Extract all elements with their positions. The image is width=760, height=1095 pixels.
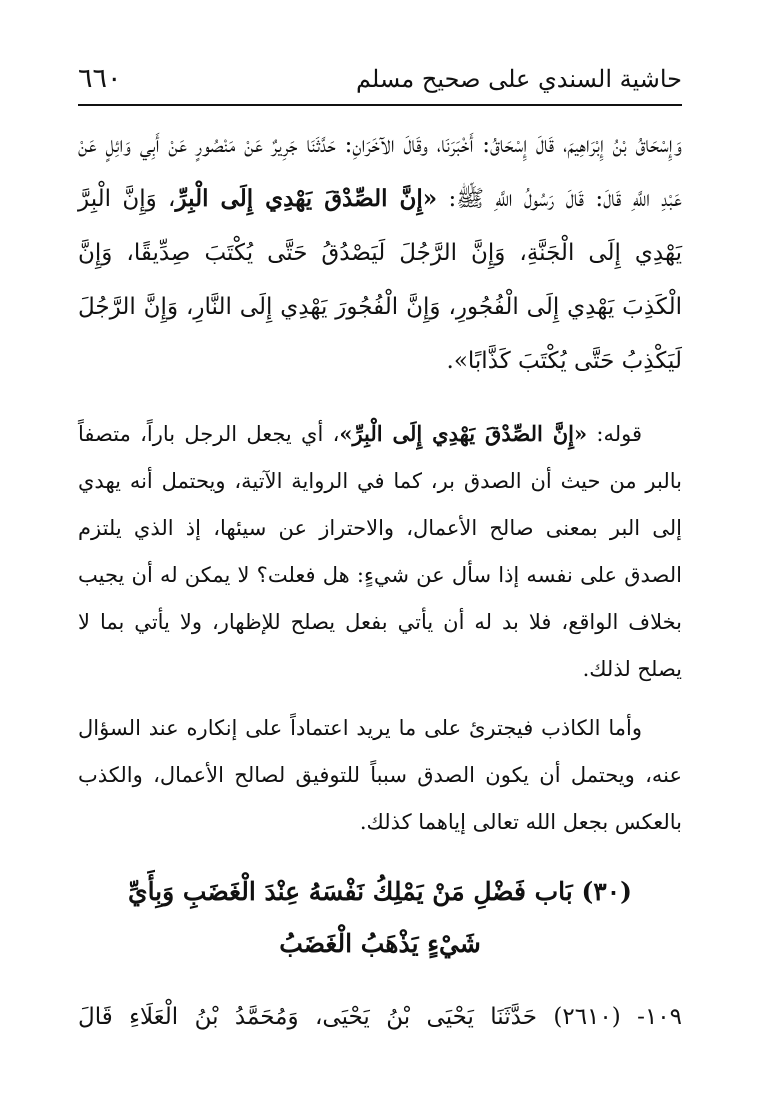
hadith-line: ، وَإِنَّ الْبِرَّ يَهْدِي إِلَى الْجَنَّةِ، وَإِنَّ: [78, 186, 682, 266]
commentary-text: وأما الكاذب فيجترئ على ما يريد اعتماداً على إنكاره عند السؤال عنه، ويحتمل أن يكون الصدق سبباً للتوفيق لصالح الأعمال، والكذب بالعكس بجعل الله تعالى إياهما كذلك.: [78, 716, 682, 834]
hadith-line: وَإِنَّ الْفُجُورَ يَهْدِي إِلَى النَّارِ، وَإِنَّ الرَّجُلَ لَيَكْذِبُ حَتَّى يُكْتَبَ كَذَّابًا».: [78, 294, 682, 374]
hadith-line: وَإِسْحَاقُ بْنُ إِبْرَاهِيمَ، قَالَ إِسْحَاقُ: أَخْبَرَنَا، وقَالَ الآخَرَانِ: حَدَّثَنَا: [306, 132, 682, 158]
page-number: ٦٦٠: [78, 63, 122, 94]
hadith-line: الرَّجُلَ لَيَصْدُقُ حَتَّى يُكْتَبَ صِدِّيقًا، وَإِنَّ الْكَذِبَ يَهْدِي إِلَى الْفُجُورِ،: [78, 240, 682, 320]
commentary: [78, 410, 682, 846]
next-hadith: [78, 990, 682, 1044]
chapter-heading-line: شَيْءٍ يَذْهَبُ الْغَضَبُ: [279, 929, 481, 958]
hadith-line: اللَّهِ ﷺ:: [437, 186, 513, 212]
commentary-quote: «إِنَّ الصِّدْقَ يَهْدِي إِلَى الْبِرِّ»: [339, 421, 588, 446]
commentary-paragraph: [78, 705, 682, 846]
page-header: [78, 60, 682, 104]
commentary-paragraph: [78, 410, 682, 693]
chapter-heading-line: (٣٠) بَاب فَضْلِ مَنْ يَمْلِكُ نَفْسَهُ عِنْدَ الْغَضَبِ وَبِأَيِّ: [128, 877, 632, 906]
commentary-lead: قوله:: [587, 422, 642, 446]
hadith-text: [78, 118, 682, 388]
commentary-text: ، أي يجعل الرجل باراً، متصفاً بالبر من حيث أن الصدق بر، كما في الرواية الآتية، ويحتمل أنه يهدي إلى البر بمعنى صالح الأعمال، والاحتراز عن سيئها، إذ الذي يلتزم الصدق على نفسه إذا سأل عن شيءٍ: هل فعلت؟ لا يمكن له أن يجيب بخلاف الواقع، فلا بد له أن يأتي بفعل يصلح للإظهار، ولا يأتي بما لا يصلح لذلك.: [78, 422, 682, 681]
running-title: حاشية السندي على صحيح مسلم: [356, 65, 682, 93]
chapter-heading: [78, 866, 682, 970]
header-divider: [78, 104, 682, 106]
hadith-quote: «إِنَّ الصِّدْقَ يَهْدِي إِلَى الْبِرِّ: [175, 185, 438, 212]
next-hadith-text: ١٠٩- (٢٦١٠) حَدَّثَنَا يَحْيَى بْنُ يَحْيَى، وَمُحَمَّدُ بْنُ الْعَلَاءِ قَالَ: [78, 1004, 682, 1030]
hadith-line: جَرِيرٌ عَنْ مَنْصُورٍ عَنْ أَبِي وَائِلٍ عَنْ عَبْدِ اللَّهِ قَالَ: قَالَ رَسُولُ: [78, 132, 682, 212]
